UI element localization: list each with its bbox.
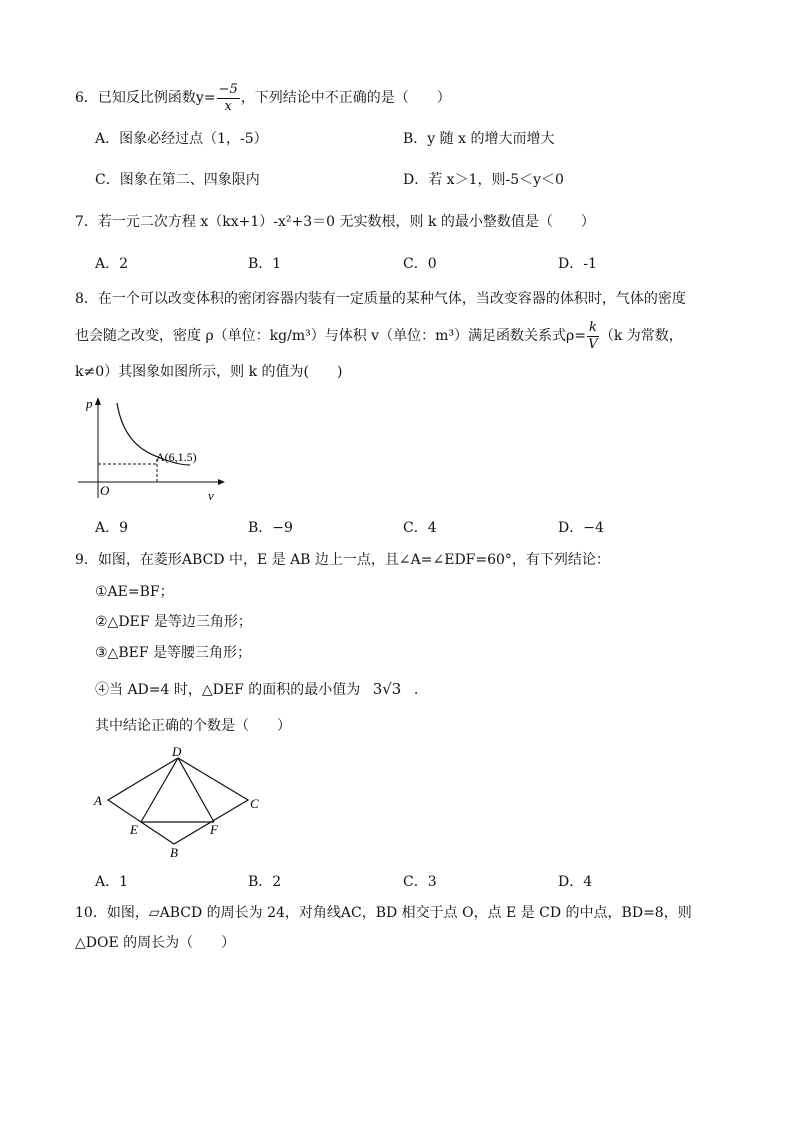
question-8-line-3: k≠0）其图象如图所示，则 k 的值为( ) bbox=[75, 364, 343, 380]
vertex-label-a: A bbox=[94, 793, 102, 808]
q7-option-d: D．-1 bbox=[558, 256, 597, 272]
q9-option-d: D．4 bbox=[558, 874, 593, 890]
fraction-neg5-over-x bbox=[217, 82, 240, 115]
x-axis-arrow-icon bbox=[218, 479, 225, 485]
vertex-label-f: F bbox=[210, 822, 218, 837]
q9-conclusion-4-text: ④当 AD=4 时，△DEF 的面积的最小值为 bbox=[95, 682, 361, 698]
question-8-line-2 bbox=[75, 318, 683, 354]
question-8-line-1: 8．在一个可以改变体积的密闭容器内装有一定质量的某种气体，当改变容器的体积时，气体的密度 bbox=[75, 291, 686, 307]
vertex-label-b: B bbox=[170, 845, 178, 860]
q6-option-d: D．若 x＞1，则-5＜y＜0 bbox=[403, 172, 564, 188]
point-a-label: A(6,1.5) bbox=[156, 450, 197, 464]
segment-de bbox=[141, 758, 178, 822]
q7-option-a: A．2 bbox=[95, 256, 129, 272]
question-6-stem-prefix: 6．已知反比例函数y= bbox=[75, 90, 216, 106]
q9-conclusion-1: ①AE=BF； bbox=[95, 584, 174, 600]
vertex-label-d: D bbox=[172, 744, 182, 759]
question-10-line-2: △DOE 的周长为（ ） bbox=[75, 935, 236, 951]
q8-option-c: C．4 bbox=[403, 520, 437, 536]
q9-conclusion-2: ②△DEF 是等边三角形； bbox=[95, 614, 252, 630]
vertex-label-e: E bbox=[130, 822, 138, 837]
question-7-stem: 7．若一元二次方程 x（kx+1）-x²+3＝0 无实数根，则 k 的最小整数值是（ ） bbox=[75, 214, 595, 230]
q9-option-b: B．2 bbox=[248, 874, 282, 890]
fraction-denominator: x bbox=[224, 98, 232, 114]
fraction-numerator: k bbox=[588, 319, 597, 335]
fraction-k-over-v bbox=[587, 320, 599, 353]
q6-option-c: C．图象在第二、四象限内 bbox=[95, 172, 260, 188]
vertex-label-c: C bbox=[250, 796, 259, 811]
question-9-stem: 9．如图，在菱形ABCD 中，E 是 AB 边上一点，且∠A=∠EDF=60°，有下列结论： bbox=[75, 552, 610, 568]
x-axis-label: v bbox=[208, 488, 214, 503]
q6-option-b: B．y 随 x 的增大而增大 bbox=[403, 131, 555, 147]
rhombus-abcd bbox=[108, 758, 248, 844]
question-6-stem-suffix: ，下列结论中不正确的是（ ） bbox=[240, 90, 451, 106]
q9-conclusion-4 bbox=[95, 680, 418, 699]
q9-conclusion-3: ③△BEF 是等腰三角形； bbox=[95, 645, 251, 661]
q8-option-a: A．9 bbox=[95, 520, 129, 536]
q9-option-c: C．3 bbox=[403, 874, 437, 890]
q7-option-c: C．0 bbox=[403, 256, 437, 272]
q9-conclusion-4-value: 3√3 bbox=[372, 680, 402, 698]
q9-conclusion-4-end: . bbox=[413, 682, 419, 698]
y-axis-arrow-icon bbox=[95, 397, 101, 405]
question-8-line-2-suffix: （k 为常数， bbox=[599, 328, 683, 344]
fraction-denominator: V bbox=[588, 336, 598, 352]
density-volume-graph bbox=[70, 393, 230, 508]
question-9-ask: 其中结论正确的个数是（ ） bbox=[95, 718, 291, 734]
origin-label: O bbox=[100, 483, 110, 498]
q6-option-a: A．图象必经过点（1，-5） bbox=[95, 131, 268, 147]
q8-option-d: D．−4 bbox=[558, 520, 604, 536]
q9-option-a: A．1 bbox=[95, 874, 129, 890]
y-axis-label: p bbox=[86, 396, 93, 411]
question-10-line-1: 10．如图，▱ABCD 的周长为 24，对角线AC，BD 相交于点 O，点 E 是 CD 的中点，BD=8，则 bbox=[75, 905, 692, 921]
question-6-stem bbox=[75, 80, 451, 116]
q7-option-b: B．1 bbox=[248, 256, 282, 272]
segment-df bbox=[178, 758, 214, 822]
rhombus-figure bbox=[88, 744, 268, 862]
q8-option-b: B．−9 bbox=[248, 520, 293, 536]
question-8-line-2-prefix: 也会随之改变，密度 ρ（单位：kg/m³）与体积 v（单位：m³）满足函数关系式ρ= bbox=[75, 328, 586, 344]
fraction-numerator: −5 bbox=[218, 81, 238, 97]
